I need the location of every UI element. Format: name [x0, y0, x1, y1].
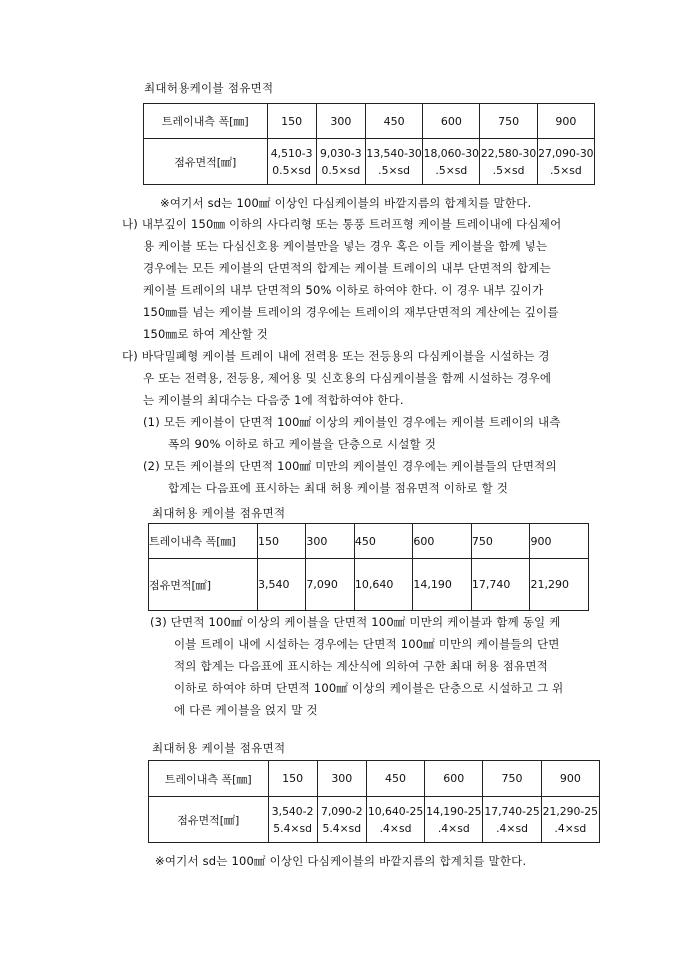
table2-width-cell: 600 [413, 524, 472, 559]
table2-width-cell: 300 [306, 524, 354, 559]
table3-value-row [149, 797, 600, 843]
table3-width-cell: 900 [541, 761, 599, 797]
table1-width-cell: 450 [365, 104, 422, 139]
table3-caption: 최대허용 케이블 점유면적 [152, 741, 286, 755]
table3-value-cell: 3,540-2 5.4×sd [268, 797, 317, 843]
table3-value-cell: 14,190-25 .4×sd [425, 797, 483, 843]
table1-note: ※여기서 sd는 100㎟ 이상인 다심케이블의 바깥지름의 합계치를 말한다. [160, 196, 532, 210]
table3-value-cell: 21,290-25 .4×sd [541, 797, 599, 843]
table2-width-cell: 750 [471, 524, 530, 559]
table2-row-label: 점유면적[㎟] [149, 559, 258, 611]
table1-width-cell: 150 [267, 104, 316, 139]
item3-line: 에 다른 케이블을 얹지 말 것 [174, 703, 318, 717]
para-na-line: 용 케이블 또는 다심신호용 케이블만을 넣는 경우 혹은 이들 케이블을 함께 넣는 [143, 239, 548, 253]
table1-header-row [144, 104, 595, 139]
para-na-line: 케이블 트레이의 내부 단면적의 50% 이하로 하여야 한다. 이 경우 내부 깊이가 [143, 283, 544, 297]
table1-value-cell: 18,060-30 .5×sd [423, 139, 480, 185]
table1-width-cell: 900 [537, 104, 594, 139]
table3-width-cell: 450 [366, 761, 424, 797]
item1-line: (1) 모든 케이블이 단면적 100㎟ 이상의 케이블인 경우에는 케이블 트레이의 내측 [143, 415, 561, 429]
para-na-line: 150㎜로 하여 계산할 것 [143, 327, 268, 341]
table1 [143, 103, 595, 185]
table3-width-cell: 150 [268, 761, 317, 797]
table3-width-cell: 750 [483, 761, 541, 797]
table2-value-cell: 3,540 [257, 559, 305, 611]
table1-value-cell: 27,090-30 .5×sd [537, 139, 594, 185]
table3-row-label: 점유면적[㎟] [149, 797, 269, 843]
item2-line: 합계는 다음표에 표시하는 최대 허용 케이블 점유면적 이하로 할 것 [168, 481, 509, 495]
table3-value-cell: 7,090-2 5.4×sd [317, 797, 366, 843]
table2-value-cell: 17,740 [471, 559, 530, 611]
table2-value-row [149, 559, 589, 611]
table2-width-cell: 900 [530, 524, 589, 559]
table2-value-cell: 21,290 [530, 559, 589, 611]
table3-header-label: 트레이내측 폭[㎜] [149, 761, 269, 797]
table1-value-cell: 22,580-30 .5×sd [480, 139, 537, 185]
table1-caption: 최대허용케이블 점유면적 [144, 81, 274, 95]
table2-header-label: 트레이내측 폭[㎜] [149, 524, 258, 559]
table1-width-cell: 600 [423, 104, 480, 139]
table3-note: ※여기서 sd는 100㎟ 이상인 다심케이블의 바깥지름의 합계치를 말한다. [155, 854, 527, 868]
table1-row-label: 점유면적[㎟] [144, 139, 268, 185]
para-da-line: 우 또는 전력용, 전등용, 제어용 및 신호용의 다심케이블을 함께 시설하는 경우에 [143, 371, 552, 385]
table1-value-cell: 9,030-3 0.5×sd [316, 139, 365, 185]
table3-header-row [149, 761, 600, 797]
item3-line: 이블 트레이 내에 시설하는 경우에는 단면적 100㎟ 미만의 케이블들의 단면 [174, 637, 560, 651]
table2-width-cell: 150 [257, 524, 305, 559]
item2-line: (2) 모든 케이블의 단면적 100㎟ 미만의 케이블인 경우에는 케이블들의 단면적의 [143, 459, 557, 473]
table2-value-cell: 7,090 [306, 559, 354, 611]
para-da-line: 다) 바닥밀폐형 케이블 트레이 내에 전력용 또는 전등용의 다심케이블을 시설하는 경 [122, 349, 550, 363]
table2-value-cell: 14,190 [413, 559, 472, 611]
table3-value-cell: 17,740-25 .4×sd [483, 797, 541, 843]
table1-width-cell: 300 [316, 104, 365, 139]
table3-width-cell: 300 [317, 761, 366, 797]
item1-line: 폭의 90% 이하로 하고 케이블을 단층으로 시설할 것 [168, 437, 437, 451]
table1-value-cell: 4,510-3 0.5×sd [267, 139, 316, 185]
table2-width-cell: 450 [354, 524, 413, 559]
table2-value-cell: 10,640 [354, 559, 413, 611]
table1-value-cell: 13,540-30 .5×sd [365, 139, 422, 185]
para-na-line: 경우에는 모든 케이블의 단면적의 합계는 케이블 트레이의 내부 단면적의 합계는 [143, 261, 551, 275]
item3-line: 이하로 하여야 하며 단면적 100㎟ 이상의 케이블은 단층으로 시설하고 그 위 [174, 681, 564, 695]
para-da-line: 는 케이블의 최대수는 다음중 1에 적합하여야 한다. [143, 393, 404, 407]
table3 [148, 760, 600, 843]
table1-width-cell: 750 [480, 104, 537, 139]
table1-header-label: 트레이내측 폭[㎜] [144, 104, 268, 139]
table1-value-row [144, 139, 595, 185]
para-na-line: 나) 내부깊이 150㎜ 이하의 사다리형 또는 통풍 트러프형 케이블 트레이내에 다심제어 [122, 217, 562, 231]
table3-width-cell: 600 [425, 761, 483, 797]
table2 [148, 523, 589, 611]
table2-caption: 최대허용 케이블 점유면적 [152, 506, 286, 520]
table3-value-cell: 10,640-25 .4×sd [366, 797, 424, 843]
para-na-line: 150㎜를 넘는 케이블 트레이의 경우에는 트레이의 재부단면적의 계산에는 깊이를 [143, 305, 559, 319]
table2-header-row [149, 524, 589, 559]
item3-line: (3) 단면적 100㎟ 이상의 케이블을 단면적 100㎟ 미만의 케이블과 함께 동일 케 [150, 615, 561, 629]
item3-line: 적의 합계는 다음표에 표시하는 계산식에 의하여 구한 최대 허용 점유면적 [174, 659, 548, 673]
